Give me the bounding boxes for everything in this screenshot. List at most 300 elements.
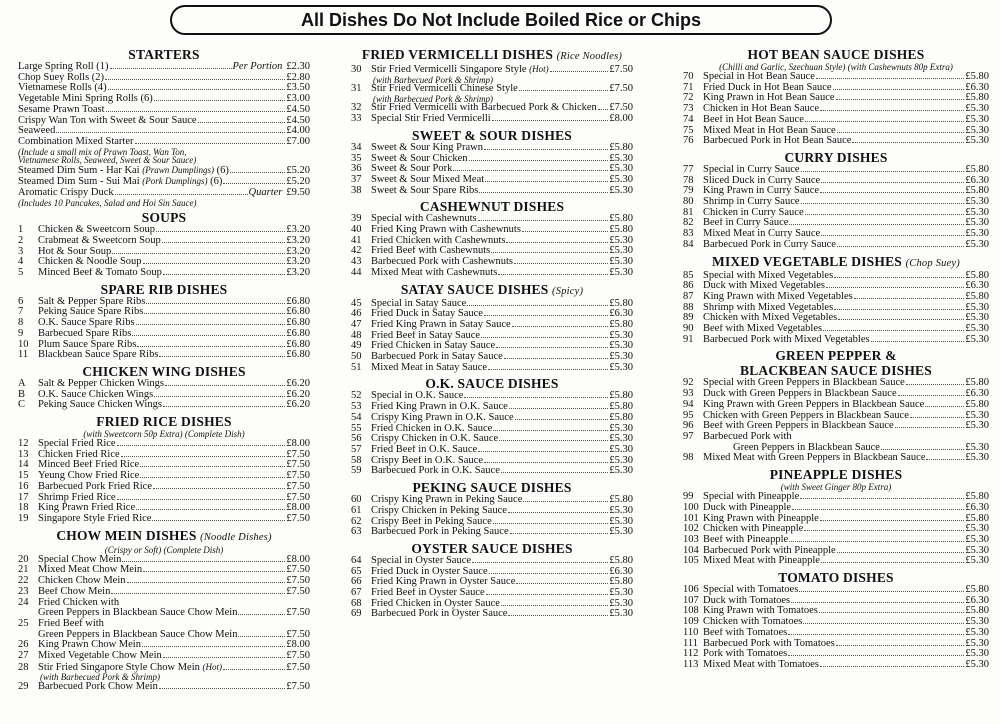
item-number: 69 bbox=[351, 608, 362, 620]
leader-dots bbox=[122, 561, 285, 562]
item-list bbox=[683, 72, 989, 147]
item-name bbox=[703, 93, 835, 104]
leader-dots bbox=[484, 149, 608, 150]
item-price: £5.80 bbox=[609, 224, 633, 236]
item-name-text: Mixed Meat in Satay Sauce bbox=[371, 362, 488, 373]
leader-dots bbox=[146, 303, 285, 304]
item-note: (with Barbecued Pork & Shrimp) bbox=[373, 93, 493, 104]
item-name-text: Mixed Meat with Pineapple bbox=[703, 556, 820, 567]
leader-dots bbox=[198, 122, 286, 123]
menu-item bbox=[683, 303, 989, 314]
item-name-text: Chicken Chow Mein bbox=[38, 576, 126, 587]
item-price: £5.80 bbox=[609, 141, 633, 153]
item-list bbox=[351, 103, 633, 124]
leader-dots bbox=[121, 456, 286, 457]
leader-dots bbox=[491, 252, 608, 253]
item-name bbox=[38, 640, 141, 651]
item-name-text: King Prawn with Mixed Vegetables bbox=[703, 291, 853, 302]
menu-item bbox=[18, 116, 310, 127]
item-number: 81 bbox=[683, 206, 694, 218]
menu-item bbox=[18, 640, 310, 651]
item-price: £7.50 bbox=[286, 513, 310, 524]
item-list bbox=[18, 555, 310, 598]
item-number: 108 bbox=[683, 605, 699, 617]
item-name-text: Chicken & Sweetcorn Soup bbox=[38, 225, 155, 236]
item-price: £6.30 bbox=[965, 594, 989, 606]
item-number: 19 bbox=[18, 513, 29, 524]
leader-dots bbox=[469, 160, 609, 161]
item-number: 97 bbox=[683, 430, 694, 442]
item-price: £5.30 bbox=[609, 234, 633, 246]
item-number: 20 bbox=[18, 553, 29, 565]
menu-item bbox=[351, 567, 633, 578]
item-price: £6.30 bbox=[609, 308, 633, 320]
item-name bbox=[703, 324, 822, 335]
section-fried-rice bbox=[18, 414, 310, 525]
item-name bbox=[18, 176, 222, 188]
item-price: £5.30 bbox=[965, 333, 989, 345]
menu-item bbox=[18, 94, 310, 105]
leader-dots bbox=[506, 242, 608, 243]
item-name-text: Minced Beef Fried Rice bbox=[38, 460, 140, 471]
item-price: £5.30 bbox=[965, 523, 989, 535]
item-name bbox=[38, 514, 151, 525]
leader-dots bbox=[152, 520, 285, 521]
leader-dots bbox=[492, 120, 609, 121]
menu-item bbox=[18, 390, 310, 401]
item-name bbox=[371, 413, 514, 424]
item-price: £3.20 bbox=[286, 224, 310, 236]
item-name bbox=[703, 389, 897, 400]
item-number: 58 bbox=[351, 454, 362, 466]
item-name-text: Barbecued Pork in O.K. Sauce bbox=[371, 466, 500, 477]
item-name-text: Barbecued Spare Ribs bbox=[38, 328, 132, 339]
leader-dots bbox=[836, 99, 965, 100]
item-price: £7.50 bbox=[609, 83, 633, 95]
item-name-text: Stir Fried Vermicelli Singapore Style bbox=[371, 64, 527, 75]
item-name-text: Chicken in Curry Sauce bbox=[703, 207, 804, 218]
item-number: 101 bbox=[683, 512, 699, 524]
item-number: 55 bbox=[351, 422, 362, 434]
item-name-text: Fried Duck in Oyster Sauce bbox=[371, 566, 488, 577]
menu-item bbox=[351, 143, 633, 154]
leader-dots bbox=[467, 305, 608, 306]
item-name-text: Special with Green Peppers in Blackbean Sauce bbox=[703, 378, 905, 389]
leader-dots bbox=[163, 274, 285, 275]
leader-dots bbox=[871, 341, 965, 342]
item-list bbox=[18, 379, 310, 411]
item-name: Barbecued Pork with bbox=[703, 430, 792, 442]
menu-item bbox=[18, 493, 310, 504]
item-name bbox=[703, 271, 833, 282]
item-name bbox=[371, 103, 597, 114]
menu-item bbox=[18, 225, 310, 236]
menu-item bbox=[683, 389, 989, 400]
leader-dots bbox=[110, 68, 232, 69]
item-name-text: Mixed Vegetable Chow Mein bbox=[38, 651, 162, 662]
leader-dots bbox=[820, 520, 965, 521]
menu-item bbox=[683, 240, 989, 251]
item-name bbox=[703, 492, 799, 503]
menu-item bbox=[18, 268, 310, 279]
item-name bbox=[703, 229, 820, 240]
item-name bbox=[371, 331, 480, 342]
menu-item bbox=[351, 391, 633, 402]
leader-dots bbox=[803, 623, 964, 624]
section-title: PINEAPPLE DISHES bbox=[769, 467, 903, 483]
menu-item bbox=[18, 126, 310, 137]
item-name-text: Special Stir Fried Vermicelli bbox=[371, 114, 491, 125]
item-name bbox=[371, 246, 490, 257]
item-price: £5.30 bbox=[965, 113, 989, 125]
item-price: £8.00 bbox=[286, 639, 310, 651]
section-title: TOMATO DISHES bbox=[778, 570, 894, 586]
menu-item bbox=[683, 606, 989, 617]
item-name-text: Barbecued Pork with Tomatoes bbox=[703, 638, 835, 649]
section-starters bbox=[18, 47, 310, 207]
item-number: 102 bbox=[683, 523, 699, 535]
item-number: 9 bbox=[18, 327, 24, 339]
item-name bbox=[371, 495, 522, 506]
item-number: 77 bbox=[683, 163, 694, 175]
item-name bbox=[38, 350, 158, 361]
leader-dots bbox=[142, 646, 285, 647]
section-note: (with Sweet Ginger 80p Extra) bbox=[780, 482, 892, 493]
item-name-text: Chicken with Tomatoes bbox=[703, 617, 803, 628]
leader-dots bbox=[127, 582, 286, 583]
menu-item bbox=[683, 585, 989, 596]
item-note: (Includes 10 Pancakes, Salad and Hoi Sin Sauce) bbox=[18, 197, 197, 208]
item-name bbox=[38, 297, 145, 308]
item-name bbox=[38, 257, 142, 268]
item-price: £5.30 bbox=[609, 245, 633, 257]
menu-item-cont bbox=[683, 443, 989, 454]
leader-dots bbox=[165, 385, 285, 386]
item-number: 49 bbox=[351, 340, 362, 352]
menu-item bbox=[683, 176, 989, 187]
item-list bbox=[18, 297, 310, 361]
item-number: 39 bbox=[351, 213, 362, 225]
item-number: 99 bbox=[683, 491, 694, 503]
item-name: Green Peppers in Blackbean Sauce Chow Mein bbox=[38, 629, 238, 640]
item-price: £7.50 bbox=[286, 470, 310, 482]
item-price: £5.30 bbox=[965, 441, 989, 453]
menu-item bbox=[683, 617, 989, 628]
section-title: STARTERS bbox=[128, 47, 200, 62]
section-title-sub: (Spicy) bbox=[552, 285, 584, 297]
section-vermicelli bbox=[351, 47, 633, 125]
item-number: 89 bbox=[683, 312, 694, 324]
section-ok-sauce bbox=[351, 376, 633, 477]
item-price: £5.30 bbox=[609, 465, 633, 477]
item-name-text: Barbecued Pork in Hot Bean Sauce bbox=[703, 136, 852, 147]
item-name-text: Combination Mixed Starter bbox=[18, 136, 134, 147]
menu-item bbox=[18, 307, 310, 318]
item-price: £6.30 bbox=[965, 280, 989, 292]
item-number: A bbox=[18, 377, 26, 389]
item-price: £5.30 bbox=[965, 616, 989, 628]
item-name bbox=[703, 524, 803, 535]
item-price: £5.30 bbox=[609, 256, 633, 268]
item-number: 60 bbox=[351, 494, 362, 506]
section-chow-mein bbox=[18, 528, 310, 693]
item-number: 92 bbox=[683, 377, 694, 389]
item-name bbox=[38, 247, 111, 258]
item-name bbox=[703, 176, 820, 187]
menu-item bbox=[683, 292, 989, 303]
item-name bbox=[703, 639, 835, 650]
item-price: £5.80 bbox=[965, 491, 989, 503]
item-number: 87 bbox=[683, 290, 694, 302]
leader-dots bbox=[143, 571, 285, 572]
menu-item bbox=[351, 225, 633, 236]
item-list bbox=[351, 495, 633, 538]
section-hot-bean bbox=[683, 47, 989, 147]
item-name bbox=[371, 445, 477, 456]
item-price: £6.80 bbox=[286, 306, 310, 318]
item-name-text: King Prawn with Tomatoes bbox=[703, 606, 818, 617]
item-name bbox=[703, 335, 870, 346]
section-green-pepper bbox=[683, 348, 989, 464]
section-title: SOUPS bbox=[141, 210, 187, 226]
item-name-text: Mixed Meat Chow Mein bbox=[38, 565, 143, 576]
item-list bbox=[351, 391, 633, 477]
item-number: 109 bbox=[683, 616, 699, 628]
item-number: 94 bbox=[683, 398, 694, 410]
menu-item bbox=[351, 236, 633, 247]
item-number: 95 bbox=[683, 409, 694, 421]
item-price: £5.80 bbox=[965, 605, 989, 617]
item-name bbox=[703, 218, 788, 229]
item-number: 46 bbox=[351, 308, 362, 320]
item-price: £5.30 bbox=[965, 626, 989, 638]
item-note: (with Barbecued Pork & Shrimp) bbox=[373, 74, 493, 85]
leader-dots bbox=[925, 406, 964, 407]
item-name bbox=[38, 460, 139, 471]
leader-dots bbox=[836, 645, 965, 646]
section-title bbox=[351, 282, 633, 299]
menu-item bbox=[683, 104, 989, 115]
item-number: 52 bbox=[351, 390, 362, 402]
item-name bbox=[703, 596, 790, 607]
item-name bbox=[38, 318, 135, 329]
section-spare-rib bbox=[18, 282, 310, 361]
menu-item bbox=[683, 281, 989, 292]
item-name-text: Duck with Green Peppers in Blackbean Sauce bbox=[703, 389, 897, 400]
item-name bbox=[371, 225, 521, 236]
menu-item bbox=[683, 411, 989, 422]
item-price: £6.80 bbox=[286, 317, 310, 329]
item-name-text: Barbecued Pork in Curry Sauce bbox=[703, 239, 836, 250]
menu-item bbox=[351, 257, 633, 268]
item-name bbox=[38, 225, 155, 236]
item-name bbox=[371, 143, 483, 154]
item-name bbox=[371, 506, 507, 517]
section-title-text: FRIED VERMICELLI DISHES bbox=[361, 47, 554, 62]
item-price: £5.30 bbox=[965, 103, 989, 115]
menu-item bbox=[18, 340, 310, 351]
item-name bbox=[703, 104, 819, 115]
leader-dots bbox=[805, 214, 965, 215]
item-name bbox=[371, 341, 495, 352]
leader-dots bbox=[510, 533, 609, 534]
item-number: 111 bbox=[683, 637, 698, 649]
item-number: 54 bbox=[351, 411, 362, 423]
leader-dots bbox=[144, 313, 285, 314]
leader-dots bbox=[834, 309, 964, 310]
item-number: 61 bbox=[351, 504, 362, 516]
item-name bbox=[18, 62, 109, 73]
item-name-text: Barbecued Pork with Mixed Vegetables bbox=[703, 334, 870, 345]
item-price: £5.30 bbox=[965, 452, 989, 464]
item-name-text: Barbecued Pork in Oyster Sauce bbox=[371, 609, 508, 620]
leader-dots bbox=[522, 231, 608, 232]
leader-dots bbox=[136, 509, 285, 510]
menu-item bbox=[18, 439, 310, 450]
item-number: 79 bbox=[683, 185, 694, 197]
item-name-text: Steamed Dim Sum - Har Kai bbox=[18, 164, 140, 176]
item-name bbox=[371, 402, 508, 413]
item-price: £6.20 bbox=[286, 377, 310, 389]
menu-item bbox=[683, 271, 989, 282]
item-price: £5.30 bbox=[609, 433, 633, 445]
item-name bbox=[38, 493, 116, 504]
item-number: 98 bbox=[683, 452, 694, 464]
item-name-text: Mixed Meat with Tomatoes bbox=[703, 659, 820, 670]
item-name-text: Beef in Curry Sauce bbox=[703, 218, 789, 229]
item-name-text: Mixed Meat with Cashewnuts bbox=[371, 267, 498, 278]
menu-item bbox=[683, 115, 989, 126]
leader-dots bbox=[238, 614, 285, 615]
item-price: £3.20 bbox=[286, 256, 310, 268]
item-number: 22 bbox=[18, 575, 29, 587]
item-name bbox=[38, 340, 136, 351]
item-name-text: Barbecued Pork in Peking Sauce bbox=[371, 527, 509, 538]
item-number: 88 bbox=[683, 301, 694, 313]
leader-dots bbox=[504, 358, 609, 359]
item-name bbox=[703, 649, 787, 660]
item-name: Stir Fried Vermicelli Chinese Style bbox=[371, 84, 518, 95]
item-price: £8.00 bbox=[286, 502, 310, 514]
section-title: FRIED RICE DISHES bbox=[96, 414, 232, 430]
item-number: 83 bbox=[683, 228, 694, 240]
leader-dots bbox=[501, 472, 608, 473]
item-name-text: Duck with Tomatoes bbox=[703, 595, 791, 606]
leader-dots bbox=[837, 132, 965, 133]
item-name-text: Special with Pineapple bbox=[703, 492, 800, 503]
item-number: 5 bbox=[18, 267, 24, 279]
item-number: 76 bbox=[683, 135, 694, 147]
leader-dots bbox=[801, 171, 965, 172]
item-list bbox=[351, 556, 633, 620]
leader-dots bbox=[821, 235, 964, 236]
item-price: £7.50 bbox=[286, 448, 310, 460]
leader-dots bbox=[820, 192, 964, 193]
item-price: £7.50 bbox=[286, 585, 310, 597]
item-price: £5.80 bbox=[609, 213, 633, 225]
item-name-text: Beef with Pineapple bbox=[703, 534, 789, 545]
item-name-text: Special in Hot Bean Sauce bbox=[703, 72, 815, 82]
item-number: 6 bbox=[18, 295, 24, 307]
item-number: 48 bbox=[351, 329, 362, 341]
item-name bbox=[18, 73, 104, 84]
item-name bbox=[703, 606, 818, 617]
item-name bbox=[371, 309, 483, 320]
menu-item bbox=[351, 164, 633, 175]
item-name-text: Fried Chicken in Oyster Sauce bbox=[371, 598, 500, 609]
leader-dots bbox=[478, 220, 609, 221]
item-name-text: Singapore Style Fried Rice bbox=[38, 514, 152, 524]
item-name bbox=[38, 471, 139, 482]
item-name bbox=[703, 378, 905, 389]
menu-item bbox=[683, 229, 989, 240]
item-name-text: Sweet & Sour Mixed Meat bbox=[371, 174, 485, 185]
item-number: 86 bbox=[683, 280, 694, 292]
item-name-text: Chicken with Pineapple bbox=[703, 524, 804, 535]
item-name bbox=[38, 329, 131, 340]
menu-item bbox=[18, 105, 310, 116]
item-name-text: King Prawn with Pineapple bbox=[703, 513, 819, 524]
item-name bbox=[18, 126, 55, 137]
item-number: 73 bbox=[683, 103, 694, 115]
leader-dots bbox=[479, 192, 608, 193]
menu-item bbox=[351, 175, 633, 186]
item-price: £5.80 bbox=[965, 398, 989, 410]
item-name bbox=[38, 439, 116, 450]
item-name bbox=[703, 313, 837, 324]
item-number: 3 bbox=[18, 245, 24, 257]
item-name bbox=[371, 214, 477, 225]
item-name bbox=[18, 105, 105, 116]
menu-item bbox=[351, 64, 633, 76]
item-name-text: Sliced Duck in Curry Sauce bbox=[703, 175, 821, 186]
item-number: 112 bbox=[683, 648, 699, 660]
menu-item bbox=[683, 126, 989, 137]
item-number: 64 bbox=[351, 554, 362, 566]
item-name bbox=[371, 424, 492, 435]
leader-dots bbox=[163, 657, 286, 658]
item-name-text: Fried Chicken with Cashewnuts bbox=[371, 235, 506, 246]
menu-item bbox=[683, 503, 989, 514]
item-name bbox=[703, 556, 820, 567]
item-name-text: Beef in Hot Bean Sauce bbox=[703, 114, 804, 125]
leader-dots bbox=[472, 562, 608, 563]
item-number: 63 bbox=[351, 526, 362, 538]
item-name-text: Chicken in Hot Bean Sauce bbox=[703, 104, 820, 115]
item-price: £6.30 bbox=[965, 388, 989, 400]
item-number: 40 bbox=[351, 224, 362, 236]
item-name bbox=[371, 64, 549, 76]
leader-dots bbox=[512, 326, 609, 327]
leader-dots bbox=[117, 499, 286, 500]
menu-item bbox=[683, 197, 989, 208]
item-name-text: Special in Oyster Sauce bbox=[371, 555, 472, 566]
item-price: £5.30 bbox=[609, 152, 633, 164]
item-name: Aromatic Crispy Duck bbox=[18, 188, 114, 199]
item-name bbox=[703, 115, 804, 126]
item-number: 44 bbox=[351, 266, 362, 278]
item-price: £5.30 bbox=[609, 329, 633, 341]
item-number: 42 bbox=[351, 245, 362, 257]
menu-item bbox=[683, 208, 989, 219]
item-name bbox=[38, 482, 152, 493]
item-price: £5.30 bbox=[965, 409, 989, 421]
item-name-text: Blackbean Sauce Spare Ribs bbox=[38, 350, 159, 361]
menu-item bbox=[351, 331, 633, 342]
item-portion: Per Portion bbox=[232, 61, 283, 72]
item-name bbox=[38, 503, 135, 514]
item-number: 106 bbox=[683, 584, 699, 596]
